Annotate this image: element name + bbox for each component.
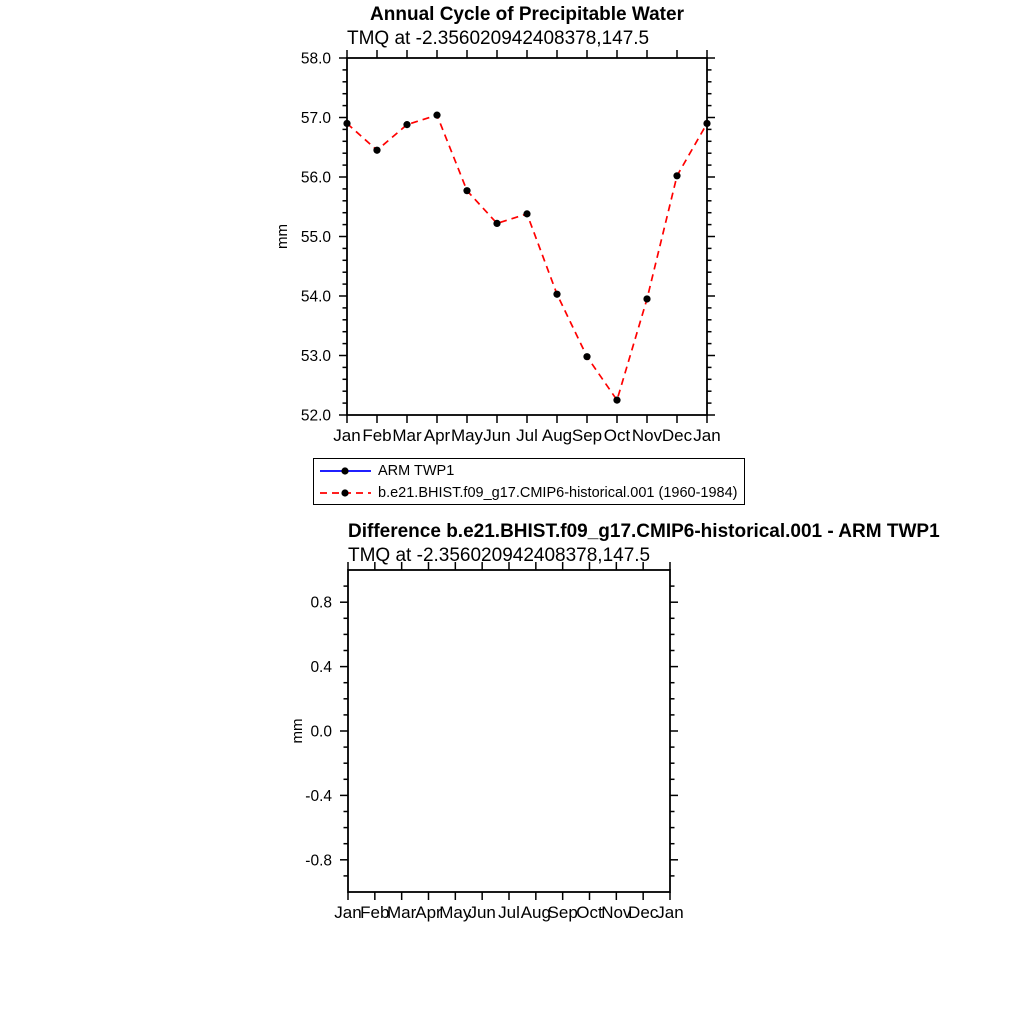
x-tick-label: Jun (468, 903, 496, 922)
y-tick-label: -0.4 (305, 787, 332, 805)
x-tick-label: Apr (423, 426, 451, 445)
data-point-marker (463, 187, 470, 194)
data-point-marker (403, 121, 410, 128)
data-point-marker (373, 147, 380, 154)
x-tick-label: Jan (334, 903, 362, 922)
y-tick-label: 52.0 (300, 407, 331, 425)
x-tick-label: Nov (601, 903, 632, 922)
bottom-chart-title: Difference b.e21.BHIST.f09_g17.CMIP6-historical.001 - ARM TWP1 (348, 521, 940, 542)
x-tick-label: May (450, 426, 484, 445)
x-tick-label: Jul (516, 426, 538, 445)
x-tick-label: Mar (392, 426, 422, 445)
data-point-marker (553, 291, 560, 298)
x-tick-label: May (439, 903, 472, 922)
x-tick-label: Dec (661, 426, 693, 445)
x-tick-label: Sep (547, 903, 578, 922)
chart-0-plot-area (274, 50, 721, 445)
data-point-marker (583, 353, 590, 360)
y-tick-label: 58.0 (300, 50, 331, 68)
data-point-marker (673, 172, 680, 179)
top-chart-subtitle: TMQ at -2.356020942408378,147.5 (347, 28, 650, 49)
x-tick-label: Nov (631, 426, 663, 445)
x-tick-label: Sep (571, 426, 603, 445)
data-point-marker (343, 120, 350, 127)
y-axis-title: mm (274, 224, 291, 249)
plot-frame (348, 570, 670, 892)
x-tick-label: Dec (628, 903, 659, 922)
x-tick-label: Jul (498, 903, 520, 922)
x-tick-label: Jan (656, 903, 684, 922)
y-axis-title: mm (289, 718, 306, 744)
legend-box (313, 458, 745, 505)
arm-twp1-line-sample (319, 465, 375, 477)
y-tick-label: 0.0 (310, 723, 332, 741)
y-tick-label: 53.0 (300, 348, 331, 365)
legend-entry-arm-twp1 (314, 460, 744, 482)
chart-1-plot-area (289, 562, 684, 922)
y-tick-label: 57.0 (300, 110, 331, 127)
x-tick-label: Mar (387, 903, 417, 922)
top-chart-title: Annual Cycle of Precipitable Water (370, 4, 684, 25)
axis-labels (274, 51, 721, 446)
data-point-marker (493, 220, 500, 227)
y-tick-label: 0.8 (310, 594, 332, 612)
model-line-sample (319, 487, 375, 499)
x-tick-label: Apr (415, 903, 442, 922)
legend-entry-model (314, 482, 744, 504)
axis-ticks (339, 50, 715, 423)
x-tick-label: Jun (483, 426, 511, 445)
x-tick-label: Jan (693, 426, 721, 445)
legend-label-model: b.e21.BHIST.f09_g17.CMIP6-historical.001 (1960-1984) (378, 484, 738, 501)
y-tick-label: 0.4 (310, 659, 332, 677)
data-point-marker (523, 210, 530, 217)
plot-frame (347, 58, 707, 415)
data-point-marker (703, 120, 710, 127)
y-tick-label: 55.0 (300, 229, 331, 246)
bottom-chart-subtitle: TMQ at -2.356020942408378,147.5 (348, 545, 651, 566)
x-tick-label: Aug (520, 903, 551, 922)
x-tick-label: Oct (603, 426, 631, 445)
legend-label-arm-twp1: ARM TWP1 (378, 462, 455, 479)
y-tick-label: -0.8 (305, 852, 332, 870)
x-tick-label: Feb (360, 903, 390, 922)
y-tick-label: 54.0 (300, 288, 331, 306)
x-tick-label: Oct (576, 903, 603, 922)
series-markers-1 (343, 112, 710, 404)
data-point-marker (643, 295, 650, 302)
axis-ticks (340, 562, 678, 900)
x-tick-label: Jan (333, 426, 361, 445)
x-tick-label: Feb (362, 426, 392, 445)
y-tick-label: 56.0 (300, 169, 331, 187)
data-point-marker (433, 112, 440, 119)
data-point-marker (613, 397, 620, 404)
x-tick-label: Aug (541, 426, 573, 445)
series-line-1 (347, 115, 707, 400)
